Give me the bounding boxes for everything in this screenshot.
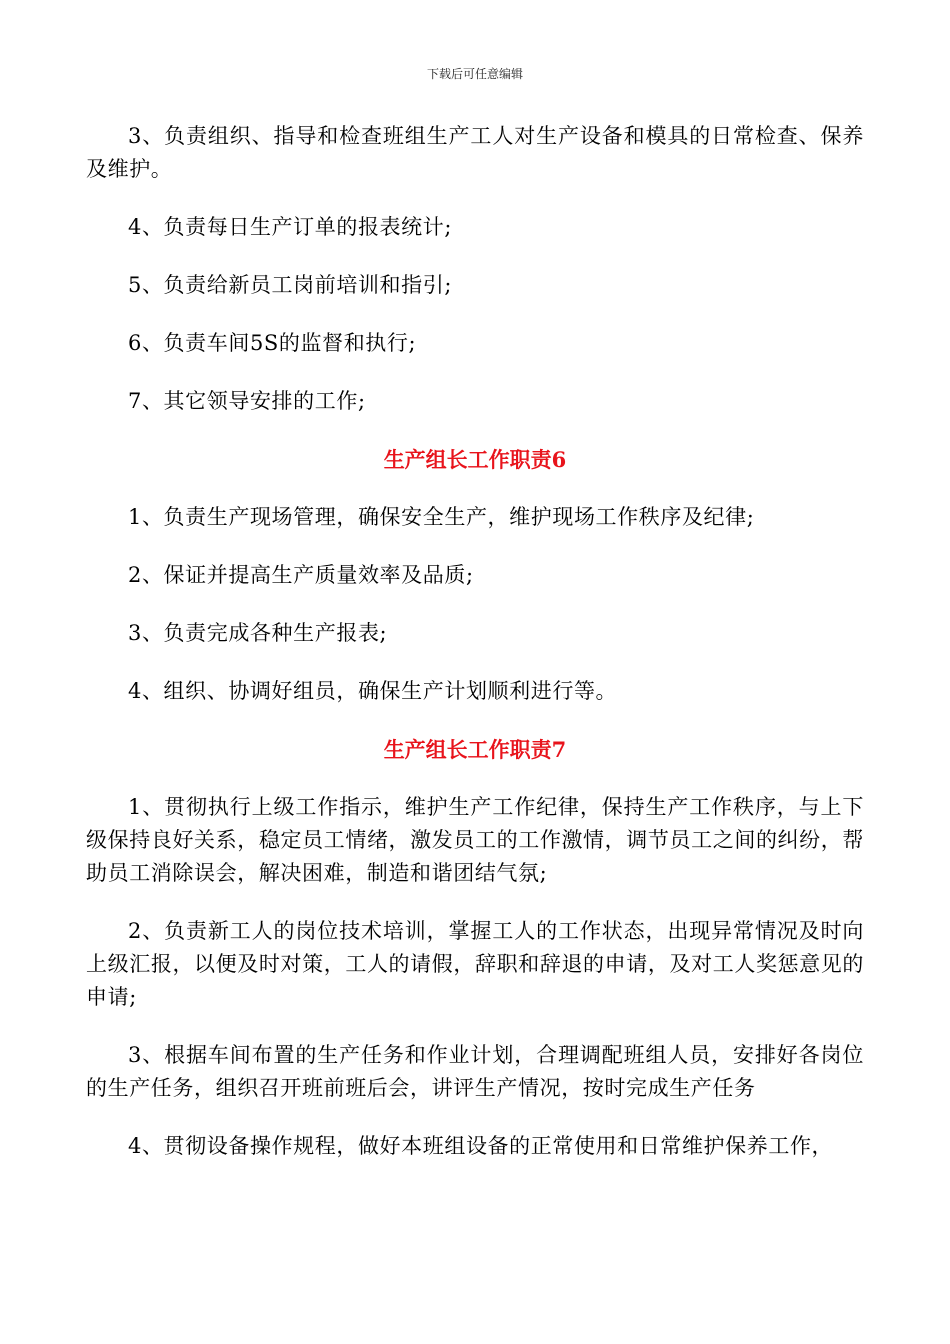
paragraph-item-2: 2、保证并提高生产质量效率及品质; — [128, 563, 474, 587]
paragraph-item-3: 3、负责完成各种生产报表; — [128, 621, 388, 645]
document-body — [86, 120, 864, 1163]
paragraph-item-5: 5、负责给新员工岗前培训和指引; — [128, 273, 453, 297]
paragraph-item-4: 4、负责每日生产订单的报表统计; — [128, 215, 453, 239]
paragraph-item-2: 2、负责新工人的岗位技术培训，掌握工人的工作状态，出现异常情况及时向上级汇报，以便及时对策，工人的请假，辞职和辞退的申请，及对工人奖惩意见的申请; — [86, 919, 864, 1009]
paragraph-item-1: 1、贯彻执行上级工作指示，维护生产工作纪律，保持生产工作秩序，与上下级保持良好关系，稳定员工情绪，激发员工的工作激情，调节员工之间的纠纷，帮助员工消除误会，解决困难，制造和谐团结气氛; — [86, 795, 864, 885]
paragraph-item-4: 4、贯彻设备操作规程，做好本班组设备的正常使用和日常维护保养工作， — [128, 1134, 834, 1158]
paragraph-item-1: 1、负责生产现场管理，确保安全生产，维护现场工作秩序及纪律; — [128, 505, 755, 529]
paragraph-item-3: 3、根据车间布置的生产任务和作业计划，合理调配班组人员，安排好各岗位的生产任务，组织召开班前班后会，讲评生产情况，按时完成生产任务 — [86, 1043, 864, 1100]
paragraph-item-3: 3、负责组织、指导和检查班组生产工人对生产设备和模具的日常检查、保养及维护。 — [86, 124, 864, 181]
section-heading-6: 生产组长工作职责6 — [383, 447, 567, 472]
paragraph-item-7: 7、其它领导安排的工作; — [128, 389, 366, 413]
paragraph-item-4: 4、组织、协调好组员，确保生产计划顺利进行等。 — [128, 679, 618, 703]
section-heading-7: 生产组长工作职责7 — [383, 737, 567, 762]
paragraph-item-6: 6、负责车间5S的监督和执行; — [128, 331, 417, 355]
page-header-note: 下载后可任意编辑 — [426, 67, 523, 81]
